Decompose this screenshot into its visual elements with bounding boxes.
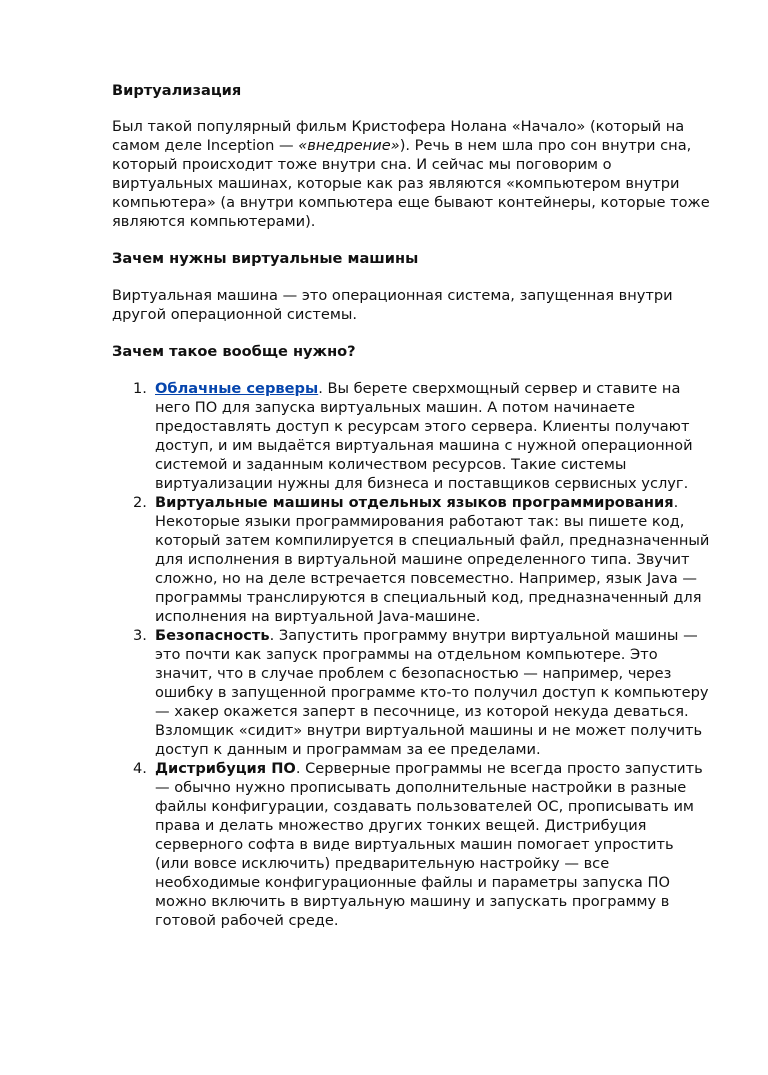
cloud-servers-link[interactable]: Облачные серверы: [155, 380, 319, 397]
list-item: [112, 379, 712, 493]
list-item: [112, 759, 712, 930]
intro-text-2: ). Речь в нем шла про сон внутри сна, который происходит тоже внутри сна. И сейчас мы поговорим о виртуальных машинах, которые как раз являются «компьютером внутри компьютера» (а внутри компьютера еще бывают контейнеры, которые тоже являются компьютерами).: [112, 137, 710, 230]
list-item-text: . Вы берете сверхмощный сервер и ставите на него ПО для запуска виртуальных машин. А потом начинаете предоставлять доступ к ресурсам этого сервера. Клиенты получают доступ, и им выдаётся виртуальная машина с нужной операционной системой и заданным количеством ресурсов. Такие системы виртуализации нужны для бизнеса и поставщиков сервисных услуг.: [155, 380, 693, 492]
list-number: 1.: [133, 380, 147, 397]
vm-definition-paragraph: Виртуальная машина — это операционная система, запущенная внутри другой операционной системы.: [112, 287, 673, 323]
list-number: 3.: [133, 627, 147, 644]
list-item-text: . Запустить программу внутри виртуальной машины — это почти как запуск программы на отдельном компьютере. Это значит, что в случае проблем с безопасностью — например, через ошибку в запущенной программе кто-то получил доступ к компьютеру — хакер окажется заперт в песочнице, из которой некуда деваться. Взломщик «сидит» внутри виртуальной машины и не может получить доступ к данным и программам за ее пределами.: [155, 627, 709, 758]
intro-text-1: Был такой популярный фильм Кристофера Нолана «Начало» (который на самом деле Inception —: [112, 118, 685, 154]
section-heading-why-needed: Зачем такое вообще нужно?: [112, 343, 356, 360]
list-number: 2.: [133, 494, 147, 511]
list-item-label: Дистрибуция ПО: [155, 760, 296, 777]
document-title: Виртуализация: [112, 82, 242, 99]
reasons-list: [112, 379, 712, 930]
list-item: [112, 626, 712, 759]
intro-italic: «внедрение»: [298, 137, 400, 154]
list-item-text: . Серверные программы не всегда просто запустить — обычно нужно прописывать дополнительные настройки в разные файлы конфигурации, создавать пользователей ОС, прописывать им права и делать множество других тонких вещей. Дистрибуция серверного софта в виде виртуальных машин помогает упростить (или вовсе исключить) предварительную настройку — все необходимые конфигурационные файлы и параметры запуска ПО можно включить в виртуальную машину и запускать программу в готовой рабочей среде.: [155, 760, 703, 929]
list-number: 4.: [133, 760, 147, 777]
list-item-label: Виртуальные машины отдельных языков программирования: [155, 494, 674, 511]
intro-paragraph: [112, 117, 712, 231]
list-item: [112, 493, 712, 626]
list-item-text: . Некоторые языки программирования работают так: вы пишете код, который затем компилируется в специальный файл, предназначенный для исполнения в виртуальной машине определенного типа. Звучит сложно, но на деле встречается повсеместно. Например, язык Java — программы транслируются в специальный код, предназначенный для исполнения на виртуальной Java-машине.: [155, 494, 710, 625]
document-page: [0, 81, 768, 1075]
list-item-label: Безопасность: [155, 627, 270, 644]
section-heading-why-vm: Зачем нужны виртуальные машины: [112, 250, 419, 267]
